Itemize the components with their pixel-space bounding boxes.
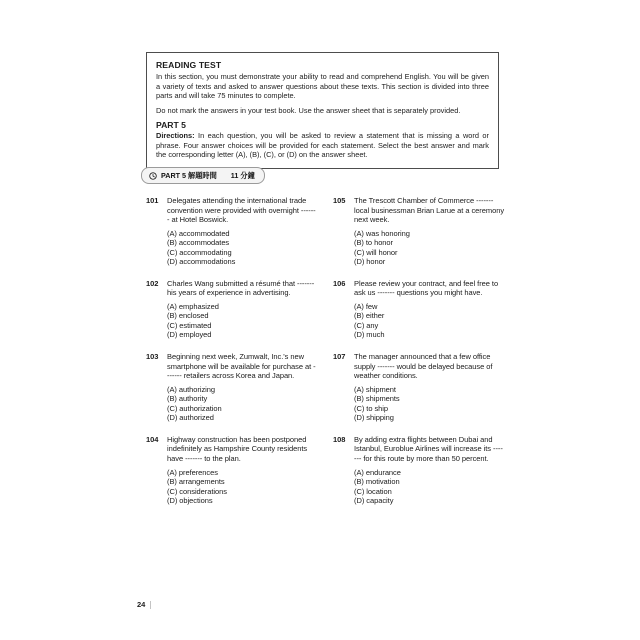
answer-options <box>354 302 504 340</box>
question-stem: Delegates attending the international trade convention were provided with overnight ------- at Hotel Boswick. <box>167 196 316 225</box>
question-stem: Charles Wang submitted a résumé that ------- his years of experience in advertising. <box>167 278 315 298</box>
answer-options <box>167 385 317 423</box>
option-a: (A) shipment <box>354 384 396 394</box>
page-number: 24 <box>137 600 146 609</box>
option-d: (D) shipping <box>354 413 394 423</box>
clock-icon <box>149 172 157 180</box>
answer-options <box>354 229 504 267</box>
question-stem: The manager announced that a few office supply ------- would be delayed because of weather conditions. <box>354 351 493 381</box>
question-number: 103 <box>146 351 159 361</box>
question-stem: By adding extra flights between Dubai and Istanbul, Euroblue Airlines will increase its ------- for this route by more than 50 percent. <box>354 434 503 463</box>
question-stem: Beginning next week, Zumwalt, Inc.'s new smartphone will be available for purchase at ------- retailers across Korea and Japan. <box>167 351 316 381</box>
option-b: (B) either <box>354 311 385 321</box>
option-c: (C) accommodating <box>167 247 232 257</box>
footer-divider <box>150 601 151 609</box>
option-c: (C) to ship <box>354 403 389 413</box>
answer-options <box>354 468 504 506</box>
option-b: (B) shipments <box>354 394 400 404</box>
page-footer <box>137 600 151 609</box>
answer-options <box>354 385 504 423</box>
question-stem: The Trescott Chamber of Commerce ------- local businessman Brian Larue at a ceremony next week. <box>354 196 505 225</box>
question-102 <box>146 279 317 340</box>
option-a: (A) authorizing <box>167 384 216 394</box>
option-d: (D) much <box>354 330 385 340</box>
timer-badge-label: PART 5 解題時間 <box>161 170 217 180</box>
option-a: (A) emphasized <box>167 301 219 311</box>
question-number: 108 <box>333 434 346 444</box>
question-103 <box>146 352 317 423</box>
question-number: 102 <box>146 278 159 288</box>
directions-label: Directions: <box>156 131 195 140</box>
answer-options <box>167 229 317 267</box>
option-a: (A) few <box>354 301 378 311</box>
answer-options <box>167 468 317 506</box>
question-stem: Highway construction has been postponed indefinitely as Hampshire County residents have ------- to the plan. <box>167 434 308 463</box>
part5-timer-badge <box>141 167 265 184</box>
option-c: (C) authorization <box>167 403 222 413</box>
question-106 <box>333 279 504 340</box>
option-b: (B) enclosed <box>167 311 209 321</box>
option-c: (C) estimated <box>167 320 212 330</box>
question-stem: Please review your contract, and feel free to ask us ------- questions you might have. <box>354 278 499 298</box>
reading-test-title: READING TEST <box>156 60 222 70</box>
option-d: (D) capacity <box>354 496 394 506</box>
question-number: 101 <box>146 196 159 205</box>
option-c: (C) will honor <box>354 247 398 257</box>
question-number: 107 <box>333 351 346 361</box>
option-a: (A) endurance <box>354 467 401 477</box>
option-c: (C) any <box>354 320 379 330</box>
option-b: (B) accommodates <box>167 238 230 248</box>
option-a: (A) preferences <box>167 467 218 477</box>
option-b: (B) to honor <box>354 238 394 248</box>
question-grid <box>146 196 504 506</box>
option-d: (D) objections <box>167 496 213 506</box>
option-b: (B) authority <box>167 394 208 404</box>
option-d: (D) authorized <box>167 413 214 423</box>
option-c: (C) location <box>354 486 392 496</box>
do-not-mark-note: Do not mark the answers in your test book. Use the answer sheet that is separately provided. <box>156 105 461 115</box>
timer-badge-time: 11 分鐘 <box>230 170 255 180</box>
option-d: (D) honor <box>354 257 386 267</box>
option-b: (B) motivation <box>354 477 400 487</box>
option-a: (A) was honoring <box>354 228 410 238</box>
question-number: 104 <box>146 434 159 444</box>
directions-text: In each question, you will be asked to review a statement that is missing a word or phrase. Four answer choices will be provided for each statement. Select the best answer and mark the corresponding letter (A), (B), (C), or (D) on the answer sheet. <box>156 131 489 159</box>
option-b: (B) arrangements <box>167 477 225 487</box>
question-107 <box>333 352 504 423</box>
part5-title: PART 5 <box>156 120 186 130</box>
reading-test-intro: In this section, you must demonstrate your ability to read and comprehend English. You will be given a variety of texts and asked to answer questions about these texts. This section is divided into three parts and will take 75 minutes to complete. <box>156 72 489 100</box>
option-c: (C) considerations <box>167 486 227 496</box>
option-d: (D) employed <box>167 330 212 340</box>
question-105 <box>333 196 504 267</box>
option-a: (A) accommodated <box>167 228 230 238</box>
part5-directions <box>156 131 489 160</box>
question-108 <box>333 435 504 506</box>
answer-options <box>167 302 317 340</box>
reading-test-instruction-box <box>146 52 499 169</box>
question-number: 106 <box>333 278 346 288</box>
option-d: (D) accommodations <box>167 257 236 267</box>
question-104 <box>146 435 317 506</box>
question-number: 105 <box>333 196 346 205</box>
question-101 <box>146 196 317 267</box>
